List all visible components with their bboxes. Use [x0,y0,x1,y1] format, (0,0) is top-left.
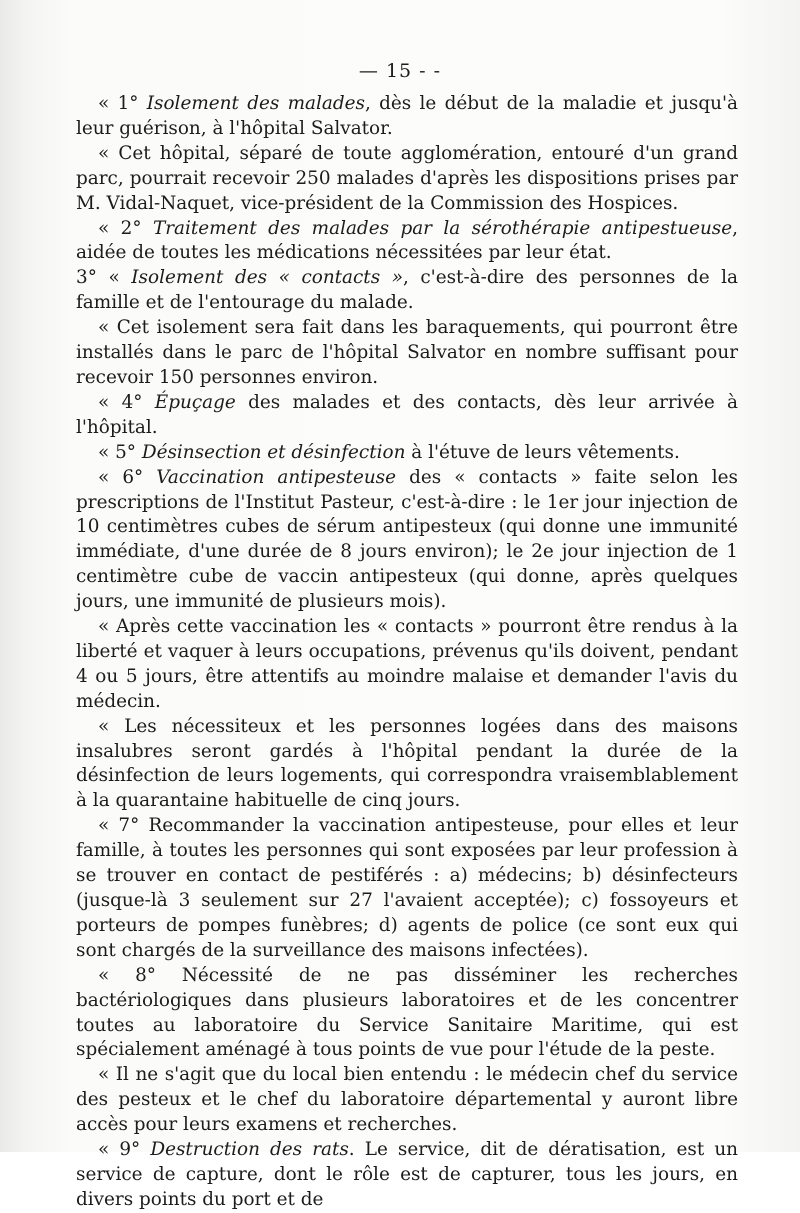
paragraph: « 1° Isolement des malades, dès le début de la maladie et jusqu'à leur guérison, à l'hôpital Salvator. [76,93,739,139]
page-number: — 15 - - [358,60,442,82]
body-text [76,92,738,1213]
paragraph: « Les nécessiteux et les personnes logées dans des maisons insalubres seront gardés à l'hôpital pendant la durée de la désinfection de leurs logements, qui correspondra vraisemblablement à la quarantaine habituelle de cinq jours. [76,715,738,812]
paragraph: « Cet isolement sera fait dans les baraquements, qui pourront être installés dans le parc de l'hôpital Salvator en nombre suffisant pour recevoir 150 personnes environ. [76,317,738,388]
paragraph: « Après cette vaccination les « contacts » pourront être rendus à la liberté et vaquer à leurs occupations, prévenus qu'ils doivent, pendant 4 ou 5 jours, être attentifs au moindre malaise et demander l'avis du médecin. [76,616,738,712]
paragraph: « 8° Nécessité de ne pas disséminer les recherches bactériologiques dans plusieurs laboratoires et de les concentrer toutes au laboratoire du Service Sanitaire Maritime, qui est spécialement aménagé à tous points de vue pour l'étude de la peste. [76,964,738,1061]
paragraph: 3° « Isolement des « contacts », c'est-à-dire des personnes de la famille et de l'entourage du malade. [76,267,739,314]
paragraph: « 9° Destruction des rats. Le service, dit de dératisation, est un service de capture, dont le rôle est de capturer, tous les jours, en divers points du port et de [76,1139,739,1210]
paragraph: « 4° Épuçage des malades et des contacts, dès leur arrivée à l'hôpital. [76,391,738,438]
paragraph: « Cet hôpital, séparé de toute agglomération, entouré d'un grand parc, pourrait recevoir 250 malades d'après les dispositions prises par M. Vidal-Naquet, vice-président de la Commission des Hospices. [76,142,738,214]
paragraph: « 7° Recommander la vaccination antipesteuse, pour elles et leur famille, à toutes les personnes qui sont exposées par leur profession à se trouver en contact de pestiférés : a) médecins; b) désinfecteurs (jusque-là 3 seulement sur 27 l'avaient acceptée); c) fossoyeurs et porteurs de pompes funèbres; d) agents de police (ce sont eux qui sont chargés de la surveillance des maisons infectées). [76,815,738,961]
paragraph: « 2° Traitement des malades par la sérothérapie antipestueuse, aidée de toutes les médications nécessitées par leur état. [76,217,738,264]
paragraph: « 5° Désinsection et désinfection à l'étuve de leurs vêtements. [98,441,680,463]
paragraph: « 6° Vaccination antipesteuse des « contacts » faite selon les prescriptions de l'Institut Pasteur, c'est-à-dire : le 1er jour injection de 10 centimètres cubes de sérum antipesteux (qui donne une immunité immédiate, d'une durée de 8 jours environ); le 2e jour injection de 1 centimètre cube de vaccin antipesteux (qui donne, après quelques jours, une immunité de plusieurs mois). [76,466,738,613]
paragraph: « Il ne s'agit que du local bien entendu : le médecin chef du service des pesteux et le chef du laboratoire départemental y auront libre accès pour leurs examens et recherches. [76,1064,738,1136]
